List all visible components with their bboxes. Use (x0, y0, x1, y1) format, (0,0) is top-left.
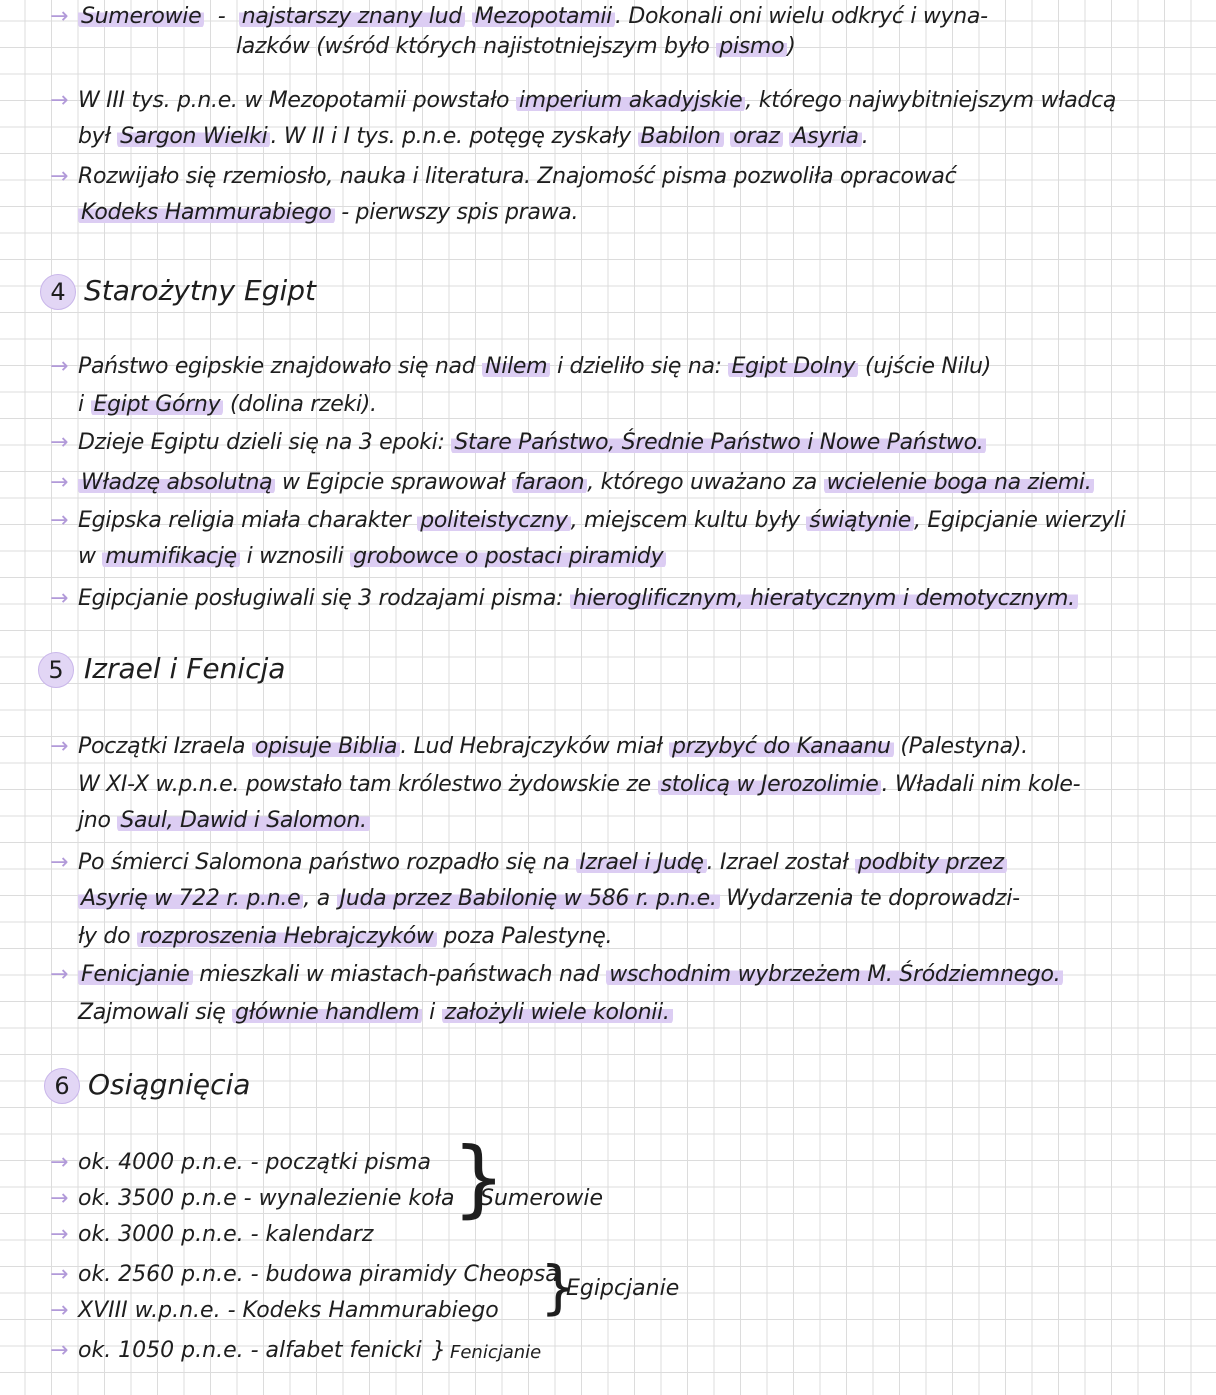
text: alfabet fenicki (265, 1338, 422, 1363)
mesopotamia-line-5 (78, 164, 1058, 190)
text: (Palestyna). (900, 734, 1028, 759)
israel-line-3 (78, 808, 1058, 834)
date: ok. 3000 p.n.e. (78, 1222, 244, 1247)
israel-line-8 (78, 1000, 1058, 1026)
text: , miejscem kultu były (570, 508, 800, 533)
mesopotamia-line-3 (78, 88, 1117, 114)
bullet-arrow-icon: → (50, 734, 69, 759)
highlight: Nilem (482, 354, 550, 379)
mesopotamia-line-4 (78, 124, 1058, 150)
text: Egipska religia miała charakter (78, 508, 411, 533)
highlight: założyli wiele kolonii. (442, 1000, 673, 1025)
israel-line-4 (78, 850, 1058, 876)
bullet-arrow-icon: → (50, 1338, 69, 1363)
highlight: Mezopotamii (472, 4, 615, 29)
text: . (861, 124, 869, 149)
text: budowa piramidy Cheopsa (265, 1262, 559, 1287)
text: Początki Izraela (78, 734, 246, 759)
mesopotamia-line-2 (236, 34, 1216, 60)
bullet-arrow-icon: → (50, 1150, 69, 1175)
highlight: świątynie (806, 508, 914, 533)
bullet-arrow-icon: → (50, 1298, 69, 1323)
text: wynalezienie koła (258, 1186, 455, 1211)
highlight: hieroglificznym, hieratycznym i demotycznym. (570, 586, 1078, 611)
highlight: Władzę absolutną (78, 470, 275, 495)
highlight: Stare Państwo, Średnie Państwo i Nowe Państwo. (451, 430, 986, 455)
highlight: najstarszy znany lud (239, 4, 465, 29)
text: Dzieje Egiptu dzieli się na 3 epoki: (78, 430, 445, 455)
highlight: Sargon Wielki (117, 124, 270, 149)
highlight: przybyć do Kanaanu (669, 734, 894, 759)
highlight: mumifikację (102, 544, 239, 569)
highlight: Asyrię w 722 r. p.n.e (78, 886, 303, 911)
text: początki pisma (265, 1150, 432, 1175)
highlight: faraon (512, 470, 587, 495)
highlight: głównie handlem (232, 1000, 422, 1025)
bullet-arrow-icon: → (50, 1262, 69, 1287)
highlight: Fenicjanie (78, 962, 193, 987)
text: i (78, 392, 84, 417)
bullet-arrow-icon: → (50, 88, 69, 113)
achievement-item (78, 1222, 373, 1248)
bullet-arrow-icon: → (50, 354, 69, 379)
section-number-6: 6 (44, 1068, 80, 1104)
egypt-line-6 (78, 544, 1058, 570)
group-label-fenicjanie: Fenicjanie (450, 1342, 542, 1363)
bullet-arrow-icon: → (50, 962, 69, 987)
text: jno (78, 808, 111, 833)
text: W XI-X w.p.n.e. powstało tam królestwo żydowskie ze (78, 772, 651, 797)
text: , a (303, 886, 330, 911)
text: ) (787, 34, 796, 59)
mesopotamia-line-6 (78, 200, 1058, 226)
term-sumerowie: Sumerowie (78, 4, 204, 29)
separator: - (243, 1186, 252, 1211)
text: Państwo egipskie znajdowało się nad (78, 354, 476, 379)
highlight: opisuje Biblia (252, 734, 400, 759)
section-title-achievements: Osiągnięcia (88, 1068, 251, 1101)
date: ok. 4000 p.n.e. (78, 1150, 244, 1175)
mesopotamia-line-1: Sumerowie - najstarszy znany lud Mezopotamii . Dokonali oni wielu odkryć i wyna- (78, 4, 1058, 30)
achievement-item (78, 1298, 499, 1324)
text: Wydarzenia te doprowadzi- (726, 886, 1020, 911)
bullet-arrow-icon: → (50, 164, 69, 189)
egypt-line-1 (78, 354, 1058, 380)
text: - pierwszy spis prawa. (334, 200, 579, 225)
brace-icon: } (432, 1338, 446, 1363)
bullet-arrow-icon: → (50, 508, 69, 533)
israel-line-7 (78, 962, 1061, 988)
highlight: podbity przez (855, 850, 1007, 875)
text: ły do (78, 924, 131, 949)
group-label-sumerowie: Sumerowie (480, 1186, 604, 1211)
date: ok. 1050 p.n.e. (78, 1338, 244, 1363)
section-number-5: 5 (38, 652, 74, 688)
text: i (429, 1000, 435, 1025)
text: , Egipcjanie wierzyli (914, 508, 1126, 533)
text: kalendarz (265, 1222, 374, 1247)
bullet-arrow-icon: → (50, 4, 69, 29)
bullet-arrow-icon: → (50, 1186, 69, 1211)
highlight: grobowce o postaci piramidy (350, 544, 666, 569)
highlight: wschodnim wybrzeżem M. Śródziemnego. (606, 962, 1063, 987)
group-label-egipcjanie: Egipcjanie (566, 1276, 680, 1301)
achievement-item (78, 1186, 454, 1212)
israel-line-2 (78, 772, 1081, 798)
achievement-item (78, 1262, 559, 1288)
highlight: oraz (730, 124, 782, 149)
separator: - (250, 1262, 259, 1287)
text: . W II i I tys. p.n.e. potęgę zyskały (270, 124, 631, 149)
text: , którego uważano za (587, 470, 817, 495)
highlight: Egipt Górny (91, 392, 224, 417)
text: w Egipcie sprawował (281, 470, 506, 495)
section-title-israel: Izrael i Fenicja (84, 652, 286, 685)
egypt-line-4 (78, 470, 1092, 496)
text: W III tys. p.n.e. w Mezopotamii powstało (78, 88, 510, 113)
highlight: pismo (716, 34, 787, 59)
highlight: Egipt Dolny (728, 354, 858, 379)
bullet-arrow-icon: → (50, 430, 69, 455)
separator: - (250, 1150, 259, 1175)
highlight: wcielenie boga na ziemi. (824, 470, 1095, 495)
text: w (78, 544, 96, 569)
achievement-item (78, 1338, 422, 1364)
highlight: Asyria (789, 124, 861, 149)
text: Rozwijało się rzemiosło, nauka i literatura. Znajomość pisma pozwoliła opracować (78, 164, 957, 189)
highlight: Kodeks Hammurabiego (78, 200, 335, 225)
brace-icon: } (540, 1253, 577, 1321)
text: Po śmierci Salomona państwo rozpadło się na (78, 850, 570, 875)
date: XVIII w.p.n.e. (78, 1298, 221, 1323)
israel-line-6 (78, 924, 1058, 950)
section-title-egypt: Starożytny Egipt (84, 274, 317, 307)
text: , którego najwybitniejszym władcą (745, 88, 1117, 113)
text: (ujście Nilu) (864, 354, 992, 379)
text: i dzieliło się na: (556, 354, 722, 379)
bullet-arrow-icon: → (50, 850, 69, 875)
text: Kodeks Hammurabiego (242, 1298, 499, 1323)
bullet-arrow-icon: → (50, 470, 69, 495)
highlight: imperium akadyjskie (516, 88, 746, 113)
text: był (78, 124, 111, 149)
highlight: Izrael i Judę (576, 850, 706, 875)
date: ok. 3500 p.n.e (78, 1186, 237, 1211)
text: lazków (wśród których najistotniejszym było (236, 34, 710, 59)
highlight: Juda przez Babilonię w 586 r. p.n.e. (337, 886, 720, 911)
bullet-arrow-icon: → (50, 586, 69, 611)
highlight: rozproszenia Hebrajczyków (137, 924, 437, 949)
separator: - (250, 1338, 259, 1363)
separator: - (227, 1298, 236, 1323)
egypt-line-7 (78, 586, 1075, 612)
text: . Władali nim kole- (881, 772, 1081, 797)
highlight: Saul, Dawid i Salomon. (117, 808, 369, 833)
bullet-arrow-icon: → (50, 1222, 69, 1247)
egypt-line-2 (78, 392, 1058, 418)
text: poza Palestynę. (443, 924, 613, 949)
highlight: stolicą w Jerozolimie (658, 772, 882, 797)
text: (dolina rzeki). (230, 392, 377, 417)
separator: - (250, 1222, 259, 1247)
section-number-4: 4 (40, 274, 76, 310)
date: ok. 2560 p.n.e. (78, 1262, 244, 1287)
text: mieszkali w miastach-państwach nad (199, 962, 600, 987)
highlight: Babilon (638, 124, 724, 149)
israel-line-1 (78, 734, 1058, 760)
text: i wznosili (246, 544, 344, 569)
egypt-line-3 (78, 430, 1058, 456)
text: . Izrael został (706, 850, 849, 875)
text: . Dokonali oni wielu odkryć i wyna- (615, 4, 988, 29)
brace-icon: } (452, 1129, 506, 1227)
israel-line-5 (78, 886, 1058, 912)
text: Zajmowali się (78, 1000, 226, 1025)
egypt-line-5 (78, 508, 1126, 534)
text: Egipcjanie posługiwali się 3 rodzajami pisma: (78, 586, 564, 611)
achievement-item (78, 1150, 431, 1176)
text: . Lud Hebrajczyków miał (400, 734, 663, 759)
highlight: politeistyczny (417, 508, 570, 533)
